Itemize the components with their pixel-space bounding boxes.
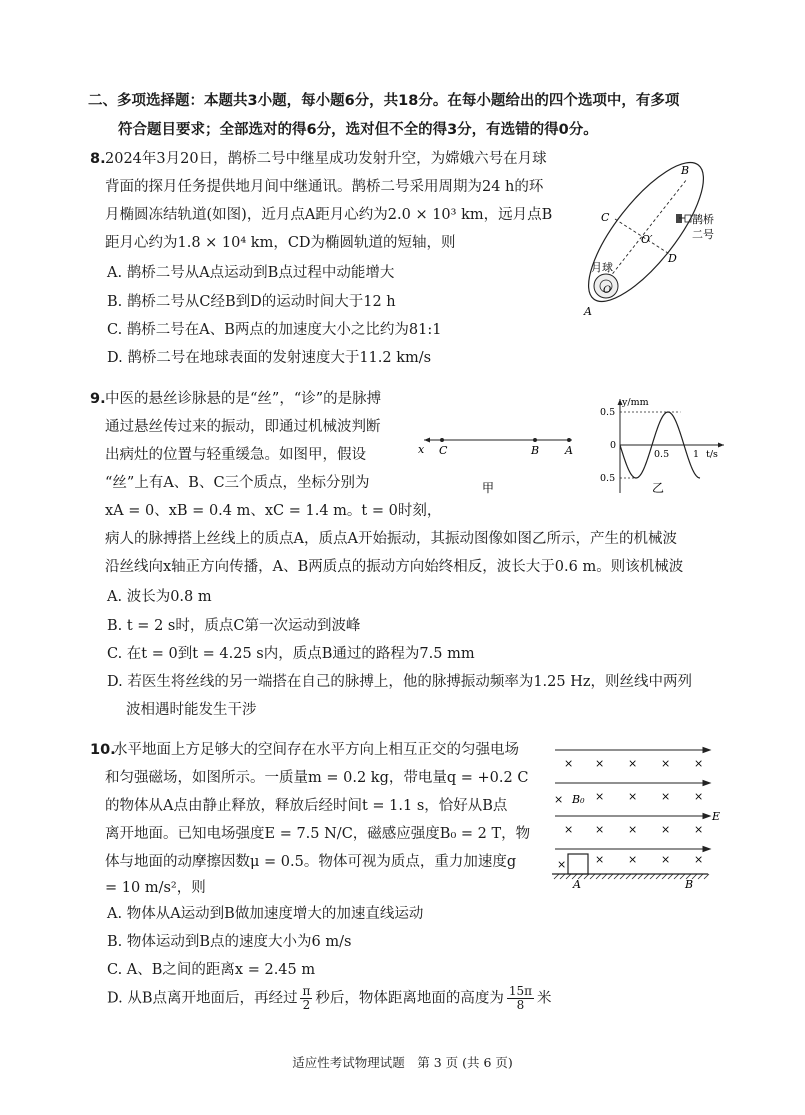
x-tick-half: 0.5 — [654, 449, 670, 460]
field-cross: × — [628, 853, 638, 866]
field-cross: × — [564, 823, 574, 836]
q10-option-b: B. 物体运动到B点的速度大小为6 m/s — [107, 934, 352, 950]
caption-jia: 甲 — [482, 481, 495, 495]
q10-option-c: C. A、B之间的距离x = 2.45 m — [107, 962, 316, 978]
field-cross: × — [595, 790, 605, 803]
section-header-line2: 符合题目要求；全部选对的得6分，选对但不全的得3分，有选错的得0分。 — [118, 122, 598, 138]
y-tick-top: 0.5 — [600, 407, 616, 418]
q8-stem-line4: 距月心约为1.8 × 10⁴ km，CD为椭圆轨道的短轴，则 — [105, 235, 456, 251]
field-cross: × — [694, 823, 704, 836]
caption-yi: 乙 — [652, 481, 665, 495]
field-cross: × — [694, 853, 704, 866]
q9-stem-line5: xA = 0、xB = 0.4 m、xC = 1.4 m。t = 0时刻， — [105, 503, 442, 519]
q9-number: 9. — [90, 391, 106, 407]
field-cross: × — [628, 790, 638, 803]
fraction-15pi-over-8 — [507, 985, 534, 1012]
label-b0: B₀ — [572, 793, 585, 806]
q10-field-figure — [550, 740, 725, 890]
q9-stem-line3: 出病灶的位置与轻重缓急。如图甲，假设 — [105, 447, 366, 463]
option-d-pre: D. 从B点离开地面后，再经过 — [107, 990, 298, 1007]
option-d-mid: 秒后，物体距离地面的高度为 — [315, 990, 504, 1007]
q8-orbit-figure — [575, 155, 725, 320]
q10-stem-line6: = 10 m/s²，则 — [105, 880, 206, 896]
q8-option-c: C. 鹊桥二号在A、B两点的加速度大小之比约为81:1 — [107, 322, 442, 338]
label-b: B — [685, 878, 694, 890]
label-x: x — [418, 443, 425, 456]
q9-stem-line6: 病人的脉搏搭上丝线上的质点A，质点A开始振动，其振动图像如图乙所示，产生的机械波 — [105, 531, 677, 547]
x-axis-arrow — [424, 438, 430, 443]
fraction-numerator: π — [302, 984, 311, 998]
q9-option-d-cont: 波相遇时能发生干涉 — [126, 702, 257, 718]
q8-stem-line2: 背面的探月任务提供地月间中继通讯。鹊桥二号采用周期为24 h的环 — [105, 179, 544, 195]
q10-option-d — [107, 985, 552, 1012]
field-cross: × — [661, 790, 671, 803]
q10-option-a: A. 物体从A运动到B做加速度增大的加速直线运动 — [107, 906, 424, 922]
field-cross: × — [595, 823, 605, 836]
point-c — [440, 438, 444, 442]
q9-stem-line4: “丝”上有A、B、C三个质点，坐标分别为 — [105, 475, 370, 491]
q8-option-b: B. 鹊桥二号从C经B到D的运动时间大于12 h — [107, 294, 396, 310]
q9-stem-line1: 中医的悬丝诊脉悬的是“丝”，“诊”的是脉搏 — [105, 391, 382, 407]
field-cross: × — [661, 853, 671, 866]
option-d-post: 米 — [537, 990, 552, 1007]
field-cross: × — [661, 823, 671, 836]
satellite-icon — [676, 214, 691, 223]
point-b — [533, 438, 537, 442]
field-cross: × — [595, 757, 605, 770]
q9-option-c: C. 在t = 0到t = 4.25 s内，质点B通过的路程为7.5 mm — [107, 646, 475, 662]
q9-stem-line7: 沿丝线向x轴正方向传播，A、B两质点的振动方向始终相反，波长大于0.6 m。则该机械波 — [105, 559, 684, 575]
q8-option-a: A. 鹊桥二号从A点运动到B点过程中动能增大 — [107, 265, 395, 281]
fraction-denominator: 8 — [516, 998, 525, 1012]
page-footer: 适应性考试物理试题 第 3 页 (共 6 页) — [292, 1055, 513, 1070]
q8-stem-line3: 月椭圆冻结轨道(如图)，近月点A距月心约为2.0 × 10³ km，远月点B — [105, 207, 553, 223]
label-a: A — [573, 878, 581, 890]
field-cross: × — [554, 793, 564, 806]
field-cross: × — [694, 757, 704, 770]
q10-number: 10. — [90, 742, 116, 758]
q9-option-a: A. 波长为0.8 m — [107, 589, 212, 605]
label-b: B — [531, 444, 540, 457]
q10-stem-line1: 水平地面上方足够大的空间存在水平方向上相互正交的匀强电场 — [113, 742, 519, 758]
label-a: A — [584, 305, 592, 318]
q9-option-d: D. 若医生将丝线的另一端搭在自己的脉搏上，他的脉搏振动频率为1.25 Hz，则丝线中两列 — [107, 674, 693, 690]
y-tick-bottom: 0.5 — [600, 473, 616, 484]
field-cross: × — [595, 853, 605, 866]
fraction-numerator: 15π — [508, 984, 533, 998]
field-cross: × — [694, 790, 704, 803]
q10-stem-line2: 和匀强磁场，如图所示。一质量m = 0.2 kg，带电量q = +0.2 C — [105, 770, 529, 786]
field-cross: × — [628, 757, 638, 770]
field-cross: × — [628, 823, 638, 836]
point-a — [567, 438, 571, 442]
q9-vibration-chart — [596, 393, 731, 498]
label-o-prime: O′ — [641, 233, 653, 246]
block-object — [568, 854, 588, 874]
y-axis-label: y/mm — [622, 397, 649, 408]
section-header-line1: 二、多项选择题：本题共3小题，每小题6分，共18分。在每小题给出的四个选项中，有多项 — [88, 93, 680, 109]
q8-option-d: D. 鹊桥二号在地球表面的发射速度大于11.2 km/s — [107, 350, 432, 366]
q9-stem-line2: 通过悬丝传过来的振动，即通过机械波判断 — [105, 419, 381, 435]
y-tick-zero: 0 — [610, 440, 617, 451]
label-e: E — [712, 810, 721, 823]
label-c: C — [439, 444, 448, 457]
label-o: O — [603, 285, 612, 296]
label-d: D — [668, 252, 677, 265]
q9-string-figure — [412, 428, 582, 498]
label-b: B — [681, 164, 690, 177]
field-cross: × — [661, 757, 671, 770]
fraction-pi-over-2 — [300, 985, 312, 1012]
q10-stem-line3: 的物体从A点由静止释放，释放后经时间t = 1.1 s，恰好从B点 — [105, 798, 508, 814]
x-tick-one: 1 — [693, 449, 700, 460]
field-cross: × — [557, 858, 567, 871]
field-cross: × — [564, 757, 574, 770]
fraction-denominator: 2 — [302, 998, 311, 1012]
label-moon: 月球 — [591, 261, 613, 274]
q10-stem-line4: 离开地面。已知电场强度E = 7.5 N/C，磁感应强度B₀ = 2 T，物 — [105, 826, 531, 842]
q9-option-b: B. t = 2 s时，质点C第一次运动到波峰 — [107, 618, 361, 634]
q8-number: 8. — [90, 151, 106, 167]
label-c: C — [601, 211, 610, 224]
label-sat2: 二号 — [692, 228, 714, 241]
q10-stem-line5: 体与地面的动摩擦因数μ = 0.5。物体可视为质点，重力加速度g — [105, 854, 517, 870]
x-axis-label: t/s — [706, 449, 718, 460]
label-sat1: 鹊桥 — [692, 213, 714, 226]
q8-stem-line1: 2024年3月20日，鹊桥二号中继星成功发射升空，为嫦娥六号在月球 — [105, 151, 547, 167]
label-a: A — [565, 444, 573, 457]
